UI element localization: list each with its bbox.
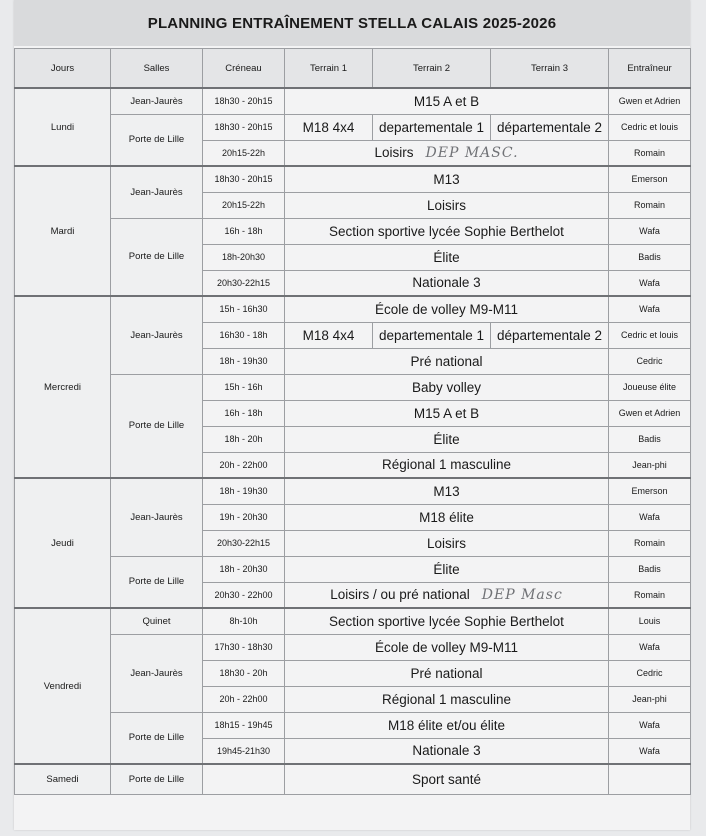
terrain-2-cell: departementale 1 [373, 322, 491, 348]
header-entraineur: Entraîneur [609, 49, 691, 89]
salle-cell: Jean-Jaurès [111, 634, 203, 712]
creneau-cell [203, 764, 285, 794]
schedule-sheet [14, 0, 690, 830]
header-salles: Salles [111, 49, 203, 89]
group-cell: M18 élite [285, 504, 609, 530]
creneau-cell: 19h - 20h30 [203, 504, 285, 530]
salle-cell: Porte de Lille [111, 712, 203, 764]
coach-cell: Emerson [609, 166, 691, 192]
header-creneau: Créneau [203, 49, 285, 89]
coach-cell: Wafa [609, 270, 691, 296]
group-label: Loisirs [374, 144, 414, 160]
group-cell: M13 [285, 166, 609, 192]
terrain-3-cell: départementale 2 [491, 114, 609, 140]
creneau-cell: 18h30 - 20h15 [203, 88, 285, 114]
salle-cell: Porte de Lille [111, 764, 203, 794]
group-cell: Sport santé [285, 764, 609, 794]
group-cell: Régional 1 masculine [285, 686, 609, 712]
creneau-cell: 20h15-22h [203, 140, 285, 166]
day-lundi: Lundi [15, 88, 111, 166]
group-cell [285, 582, 609, 608]
creneau-cell: 20h - 22h00 [203, 452, 285, 478]
creneau-cell: 20h15-22h [203, 192, 285, 218]
group-cell [285, 140, 609, 166]
creneau-cell: 18h15 - 19h45 [203, 712, 285, 738]
table-row [15, 218, 691, 244]
creneau-cell: 19h45-21h30 [203, 738, 285, 764]
coach-cell: Badis [609, 244, 691, 270]
coach-cell: Jean-phi [609, 686, 691, 712]
coach-cell: Wafa [609, 504, 691, 530]
coach-cell [609, 764, 691, 794]
group-cell: Loisirs [285, 192, 609, 218]
coach-cell: Romain [609, 192, 691, 218]
header-terrain-3: Terrain 3 [491, 49, 609, 89]
salle-cell: Jean-Jaurès [111, 88, 203, 114]
group-cell: École de volley M9-M11 [285, 634, 609, 660]
creneau-cell: 18h - 19h30 [203, 348, 285, 374]
salle-cell: Jean-Jaurès [111, 296, 203, 374]
handwritten-note: DEP MASC. [425, 144, 519, 161]
creneau-cell: 18h30 - 20h15 [203, 166, 285, 192]
table-row [15, 114, 691, 140]
creneau-cell: 20h30-22h15 [203, 270, 285, 296]
group-cell: École de volley M9-M11 [285, 296, 609, 322]
table-row [15, 556, 691, 582]
table-row [15, 88, 691, 114]
day-mercredi: Mercredi [15, 296, 111, 478]
coach-cell: Wafa [609, 218, 691, 244]
salle-cell: Porte de Lille [111, 556, 203, 608]
salle-cell: Jean-Jaurès [111, 478, 203, 556]
coach-cell: Joueuse élite [609, 374, 691, 400]
terrain-3-cell: départementale 2 [491, 322, 609, 348]
coach-cell: Badis [609, 556, 691, 582]
group-cell: Section sportive lycée Sophie Berthelot [285, 608, 609, 634]
creneau-cell: 18h-20h30 [203, 244, 285, 270]
coach-cell: Cedric et louis [609, 322, 691, 348]
salle-cell: Porte de Lille [111, 374, 203, 478]
table-row [15, 764, 691, 794]
coach-cell: Cedric [609, 348, 691, 374]
table-row [15, 374, 691, 400]
day-mardi: Mardi [15, 166, 111, 296]
table-row [15, 478, 691, 504]
header-jours: Jours [15, 49, 111, 89]
creneau-cell: 17h30 - 18h30 [203, 634, 285, 660]
group-cell: Nationale 3 [285, 270, 609, 296]
group-cell: Élite [285, 426, 609, 452]
day-jeudi: Jeudi [15, 478, 111, 608]
day-vendredi: Vendredi [15, 608, 111, 764]
group-cell: M13 [285, 478, 609, 504]
group-cell: Pré national [285, 348, 609, 374]
table-row [15, 634, 691, 660]
creneau-cell: 18h - 19h30 [203, 478, 285, 504]
creneau-cell: 15h - 16h30 [203, 296, 285, 322]
schedule-table [14, 48, 691, 795]
coach-cell: Jean-phi [609, 452, 691, 478]
creneau-cell: 15h - 16h [203, 374, 285, 400]
salle-cell: Porte de Lille [111, 114, 203, 166]
group-cell: Nationale 3 [285, 738, 609, 764]
table-row [15, 712, 691, 738]
creneau-cell: 18h30 - 20h [203, 660, 285, 686]
table-row [15, 608, 691, 634]
salle-cell: Porte de Lille [111, 218, 203, 296]
coach-cell: Gwen et Adrien [609, 88, 691, 114]
handwritten-note: DEP Masc [481, 586, 563, 603]
creneau-cell: 18h30 - 20h15 [203, 114, 285, 140]
table-row [15, 166, 691, 192]
creneau-cell: 16h - 18h [203, 400, 285, 426]
creneau-cell: 8h-10h [203, 608, 285, 634]
coach-cell: Cedric [609, 660, 691, 686]
group-cell: M18 élite et/ou élite [285, 712, 609, 738]
creneau-cell: 16h - 18h [203, 218, 285, 244]
coach-cell: Emerson [609, 478, 691, 504]
table-row [15, 296, 691, 322]
group-cell: Régional 1 masculine [285, 452, 609, 478]
header-terrain-2: Terrain 2 [373, 49, 491, 89]
group-cell: Pré national [285, 660, 609, 686]
creneau-cell: 18h - 20h [203, 426, 285, 452]
group-cell: M15 A et B [285, 400, 609, 426]
header-row [15, 49, 691, 89]
page-title: PLANNING ENTRAÎNEMENT STELLA CALAIS 2025-2026 [14, 0, 690, 46]
creneau-cell: 16h30 - 18h [203, 322, 285, 348]
coach-cell: Romain [609, 582, 691, 608]
terrain-1-cell: M18 4x4 [285, 114, 373, 140]
coach-cell: Wafa [609, 712, 691, 738]
group-cell: Baby volley [285, 374, 609, 400]
coach-cell: Wafa [609, 738, 691, 764]
creneau-cell: 20h30 - 22h00 [203, 582, 285, 608]
coach-cell: Romain [609, 140, 691, 166]
coach-cell: Gwen et Adrien [609, 400, 691, 426]
coach-cell: Cedric et louis [609, 114, 691, 140]
coach-cell: Romain [609, 530, 691, 556]
coach-cell: Badis [609, 426, 691, 452]
coach-cell: Wafa [609, 296, 691, 322]
group-cell: Section sportive lycée Sophie Berthelot [285, 218, 609, 244]
group-cell: M15 A et B [285, 88, 609, 114]
creneau-cell: 20h - 22h00 [203, 686, 285, 712]
group-cell: Élite [285, 556, 609, 582]
creneau-cell: 20h30-22h15 [203, 530, 285, 556]
group-cell: Loisirs [285, 530, 609, 556]
group-label: Loisirs / ou pré national [330, 586, 470, 602]
salle-cell: Jean-Jaurès [111, 166, 203, 218]
header-terrain-1: Terrain 1 [285, 49, 373, 89]
salle-cell: Quinet [111, 608, 203, 634]
creneau-cell: 18h - 20h30 [203, 556, 285, 582]
terrain-1-cell: M18 4x4 [285, 322, 373, 348]
terrain-2-cell: departementale 1 [373, 114, 491, 140]
group-cell: Élite [285, 244, 609, 270]
day-samedi: Samedi [15, 764, 111, 794]
coach-cell: Louis [609, 608, 691, 634]
coach-cell: Wafa [609, 634, 691, 660]
